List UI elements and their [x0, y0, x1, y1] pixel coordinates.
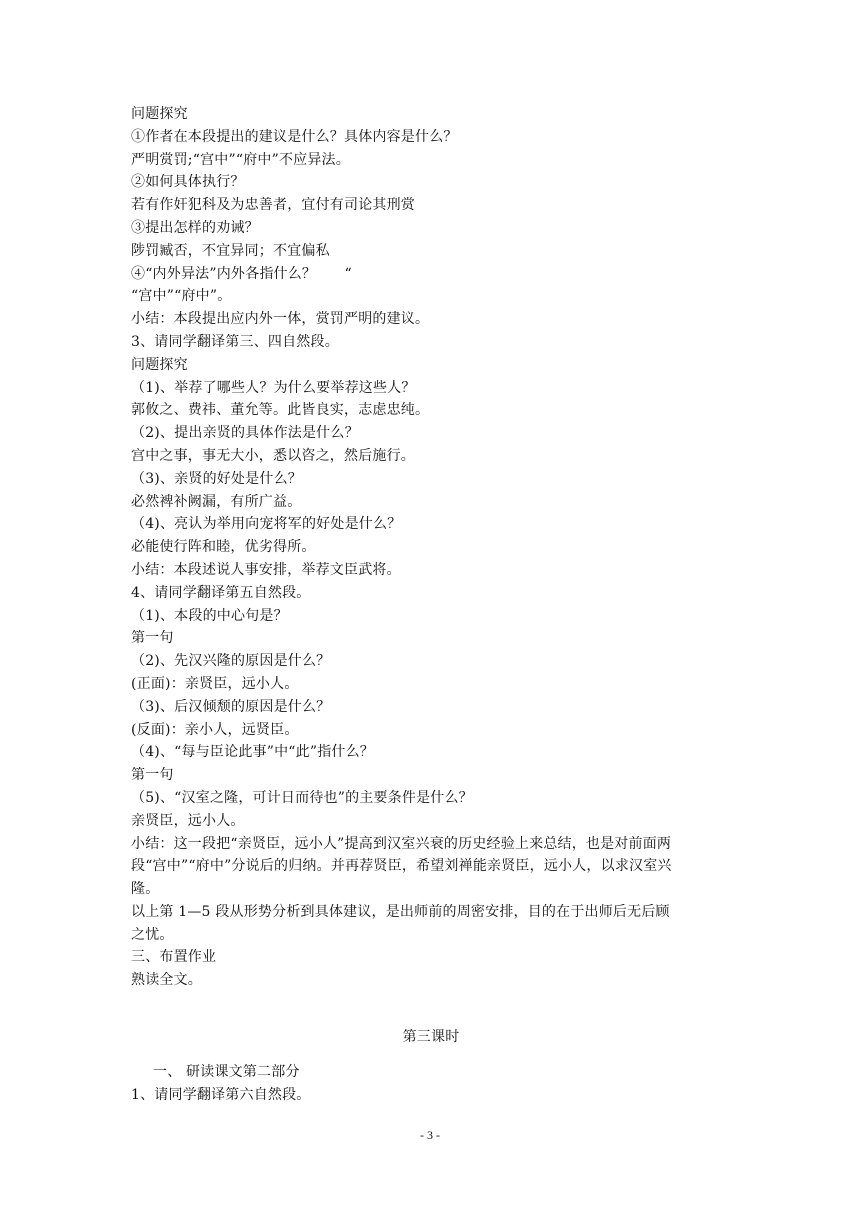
text-line: 第一句	[131, 630, 174, 647]
text-line: 严明赏罚;“宫中”“府中”不应异法。	[131, 151, 350, 168]
summary-block	[131, 833, 731, 993]
text-line: （2)、先汉兴隆的原因是什么？	[131, 653, 331, 670]
text-line: 三、布置作业	[131, 949, 217, 966]
text-line: （2)、提出亲贤的具体作法是什么？	[131, 425, 359, 442]
text-line: 以上第 1—5 段从形势分析到具体建议，是出师前的周密安排，目的在于出师后无后顾	[131, 903, 670, 920]
text-line: 必能使行阵和睦，优劣得所。	[131, 539, 316, 556]
text-line: ①作者在本段提出的建议是什么？具体内容是什么？	[131, 128, 458, 145]
text-line: 之忧。	[131, 926, 174, 943]
text-line: (反面)：亲小人，远贤臣。	[131, 721, 299, 738]
text-line: （1)、举荐了哪些人？为什么要举荐这些人？	[131, 379, 416, 396]
text-line: （4)、亮认为举用向宠将军的好处是什么？	[131, 516, 402, 533]
page-number: - 3 -	[420, 1128, 440, 1142]
text-line: （3)、亲贤的好处是什么？	[131, 470, 302, 487]
text-line: ④“内外异法”内外各指什么？ “	[131, 265, 352, 282]
text-line: （3)、后汉倾颓的原因是什么？	[131, 698, 331, 715]
text-line: （1)、本段的中心句是？	[131, 607, 288, 624]
text-line: 问题探究	[131, 106, 188, 122]
document-body	[131, 103, 731, 1106]
text-line: 小结：本段提出应内外一体，赏罚严明的建议。	[131, 311, 430, 328]
part-heading: 一、 研读课文第二部分	[153, 1063, 300, 1080]
text-line: 郭攸之、费祎、董允等。此皆良实，志虑忠纯。	[131, 402, 430, 419]
text-line: 熟读全文。	[131, 972, 202, 989]
text-line: 亲贤臣，远小人。	[131, 812, 245, 829]
section-title: 第三课时	[402, 1029, 460, 1046]
text-line: 4、请同学翻译第五自然段。	[131, 584, 311, 601]
text-line: 段“宫中”“府中”分说后的归纳。并再荐贤臣，希望刘禅能亲贤臣，远小人，以求汉室兴	[131, 858, 672, 875]
text-line: “宫中”“府中”。	[131, 288, 232, 305]
lesson-lines	[131, 103, 731, 833]
text-line: 第一句	[131, 767, 174, 784]
text-line: 小结：这一段把“亲贤臣，远小人”提高到汉室兴衰的历史经验上来总结，也是对前面两	[131, 835, 672, 852]
text-line: 必然裨补阙漏，有所广益。	[131, 493, 302, 510]
instruction-line: 1、请同学翻译第六自然段。	[131, 1086, 311, 1103]
text-line: 若有作奸犯科及为忠善者，宜付有司论其刑赏	[131, 197, 415, 214]
text-line: 问题探究	[131, 356, 188, 373]
text-line: （5)、“汉室之隆，可计日而待也”的主要条件是什么？	[131, 789, 473, 806]
text-line: 3、请同学翻译第三、四自然段。	[131, 333, 339, 350]
text-line: （4)、“每与臣论此事”中“此”指什么？	[131, 744, 374, 761]
text-line: 小结：本段述说人事安排，举荐文臣武将。	[131, 561, 401, 578]
text-line: ②如何具体执行？	[131, 174, 245, 191]
text-line: 隆。	[131, 881, 160, 898]
text-line: (正面)：亲贤臣，远小人。	[131, 675, 299, 692]
text-line: ③提出怎样的劝诫？	[131, 219, 259, 236]
text-line: 陟罚臧否，不宜异同；不宜偏私	[131, 242, 330, 259]
text-line: 宫中之事，事无大小，悉以咨之，然后施行。	[131, 447, 415, 464]
